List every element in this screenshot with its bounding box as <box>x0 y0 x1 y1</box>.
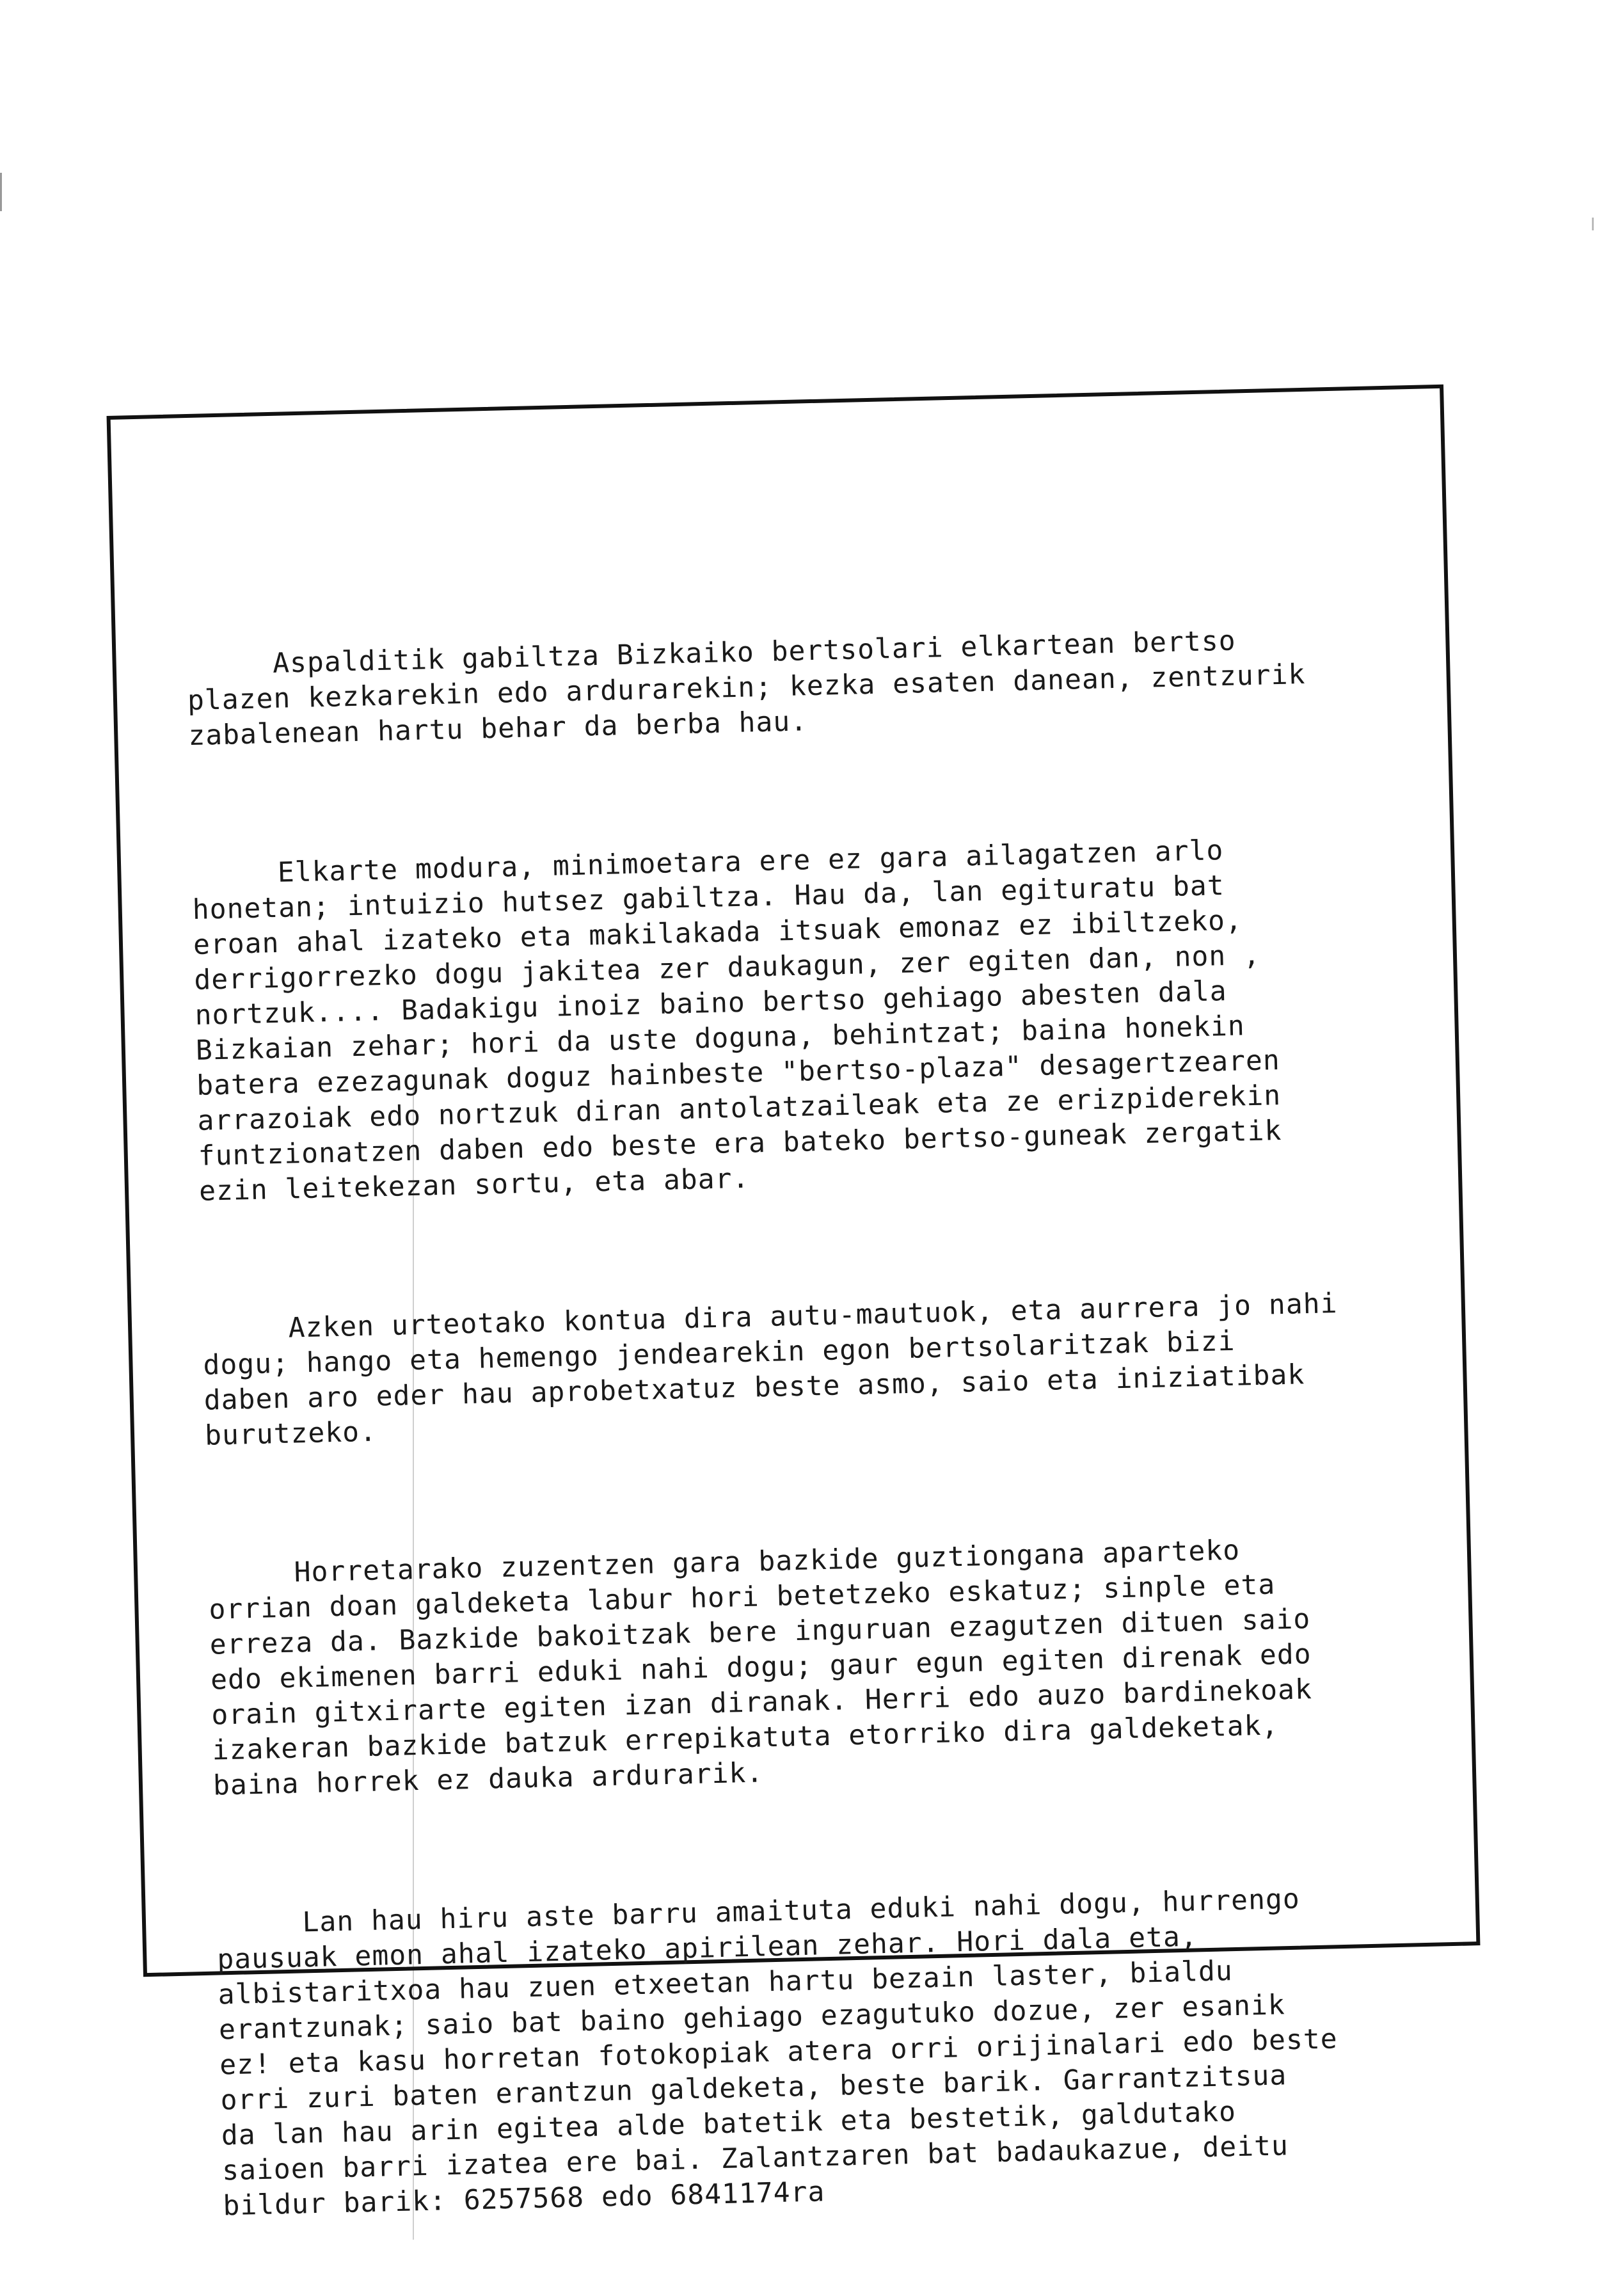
document-frame <box>107 385 1481 2222</box>
paragraph-request: Horretarako zuzentzen gara bazkide guztiongana aparteko orrian doan galdeketa labur hori betetzeko eskatuz; sinple eta erreza da. Bazkide bakoitzak bere inguruan ezagutzen dituen saio edo ekimenen barri eduki nahi dogu; gaur egun egiten direnak edo orain gitxirarte egiten izan diranak. Herri edo auzo bardinekoak izakeran bazkide batzuk errepikatuta etorriko dira galdeketak, baina horrek ez dauka ardurarik. <box>207 1534 1313 1802</box>
paragraph-intro: Aspalditik gabiltza Bizkaiko bertsolari elkartean bertso plazen kezkarekin edo ardurarekin; kezka esaten danean, zentzurik zabalenean hartu behar da berba hau. <box>186 625 1306 753</box>
scan-artifact-right <box>1592 218 1594 230</box>
document-body <box>185 550 1428 2295</box>
scan-artifact-left <box>0 173 2 211</box>
paragraph-association: Elkarte modura, minimoetara ere ez gara ailagatzen arlo honetan; intuizio hutsez gabiltza. Hau da, lan egituratu bat eroan ahal izateko eta makilakada itsuak emonaz ez ibiltzeko, derrigorrezko dogu jakitea zer daukagun, zer egiten dan, non , nortzuk.... Badakigu inoiz baino bertso gehiago abesten dala Bizkaian zehar; hori da uste doguna, behintzat; baina honekin batera ezezagunak doguz hainbeste "bertso-plaza" desagertzearen arrazoiak edo nortzuk diran antolatzaileak eta ze erizpiderekin funtzionatzen daben edo beste era bateko bertso-guneak zergatik ezin leitekezan sortu, eta abar. <box>191 834 1282 1208</box>
paragraph-deadline: Lan hau hiru aste barru amaituta eduki nahi dogu, hurrengo pausuak emon ahal izateko apirilean zehar. Hori dala eta, albistaritxoa hau zuen etxeetan hartu bezain laster, bialdu erantzunak; saio bat baino gehiago ezagutuko dozue, zer esanik ez! eta kasu horretan fotokopiak atera orri orijinalari edo beste orri zuri baten erantzun galdeketa, beste barik. Garrantzitsua da lan hau arin egitea alde batetik eta bestetik, galdutako saioen barri izatea ere bai. Zalantzaren bat badaukazue, deitu bildur barik: 6257568 edo 6841174ra <box>216 1883 1339 2222</box>
paragraph-recent: Azken urteotako kontua dira autu-mautuok, eta aurrera jo nahi dogu; hango eta hemengo jendearekin egon bertsolaritzak bizi daben aro eder hau aprobetxatuz beste asmo, saio eta iniziatibak burutzeko. <box>202 1288 1338 1452</box>
